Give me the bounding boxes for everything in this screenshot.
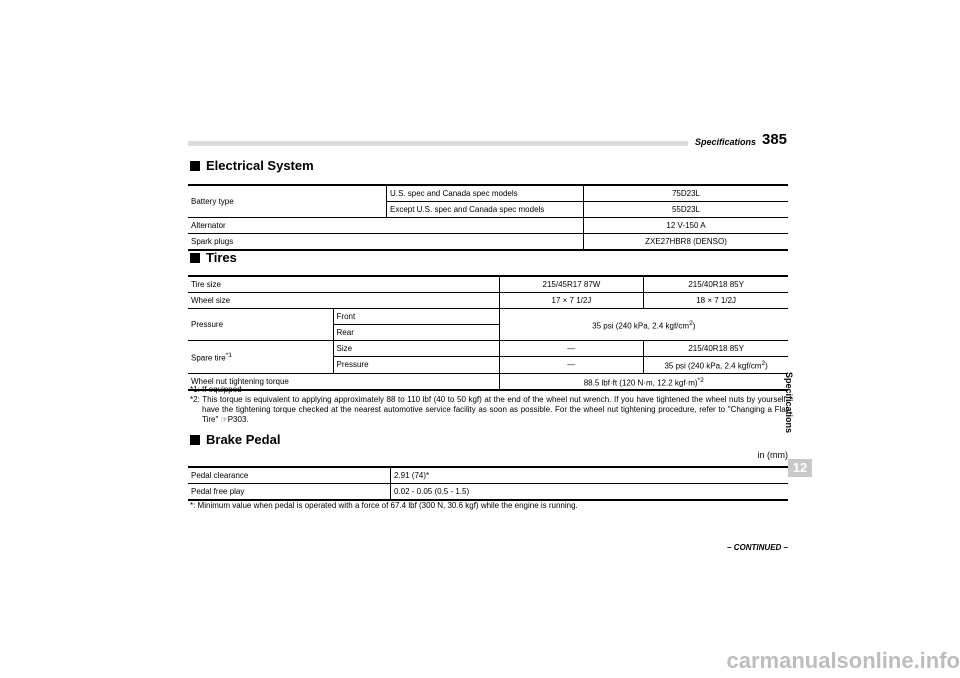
section-bullet-icon <box>190 161 200 171</box>
spare-pressure-b: 35 psi (240 kPa, 2.4 kgf/$cm^2$) <box>644 357 788 374</box>
front-label: Front <box>333 309 499 325</box>
electrical-section-title: Electrical System <box>190 158 314 173</box>
wheel-size-label: Wheel size <box>188 293 499 309</box>
alternator-value: 12 V-150 A <box>584 218 789 234</box>
side-tab-label: Specifications <box>784 372 794 434</box>
battery-model: U.S. spec and Canada spec models <box>387 185 584 202</box>
battery-model: Except U.S. spec and Canada spec models <box>387 202 584 218</box>
tire-size-a: 215/45R17 87W <box>499 276 644 293</box>
spare-size-b: 215/40R18 85Y <box>644 341 788 357</box>
pressure-value: 35 psi (240 kPa, 2.4 kgf/$cm^2$) <box>499 309 788 341</box>
brake-section-title: Brake Pedal <box>190 432 280 447</box>
section-bullet-icon <box>190 253 200 263</box>
tires-table <box>188 275 788 391</box>
wheel-size-a: 17 × 7 1/2J <box>499 293 644 309</box>
rear-label: Rear <box>333 325 499 341</box>
tire-size-label: Tire size <box>188 276 499 293</box>
header-title: Specifications <box>694 137 756 147</box>
spare-pressure-a: — <box>499 357 644 374</box>
pressure-label: Pressure <box>188 309 333 341</box>
tires-note-2: *2: This torque is equivalent to applying approximately 88 to 110 lbf (40 to 50 kgf) at the end of the wheel nut wrench. If you have tightened the wheel nuts by yourself, have the tightening torque checked at the nearest automotive service facility as soon as possible. For the wheel nut tightening procedure, refer to "Changing a Flat Tire" ☞P303. <box>190 395 788 424</box>
pedal-free-play-value: 0.02 - 0.05 (0.5 - 1.5) <box>391 484 789 501</box>
alternator-label: Alternator <box>188 218 584 234</box>
tires-note-1: *1: If equipped <box>190 385 242 394</box>
brake-unit: in (mm) <box>757 450 788 460</box>
pedal-clearance-value: 2.91 (74)* <box>391 467 789 484</box>
side-tab-number: 12 <box>788 459 812 477</box>
watermark: carmanualsonline.info <box>726 648 960 673</box>
battery-value: 75D23L <box>584 185 789 202</box>
header-bar <box>188 141 688 146</box>
continued-label: – CONTINUED – <box>727 543 788 552</box>
pedal-free-play-label: Pedal free play <box>188 484 391 501</box>
brake-table <box>188 466 788 501</box>
electrical-table <box>188 184 788 251</box>
spare-pressure-label: Pressure <box>333 357 499 374</box>
battery-type-label: Battery type <box>188 185 387 218</box>
spark-plugs-value: ZXE27HBR8 (DENSO) <box>584 234 789 251</box>
tires-section-title: Tires <box>190 250 237 265</box>
battery-value: 55D23L <box>584 202 789 218</box>
torque-label: Wheel nut tightening torque <box>188 373 499 390</box>
spare-size-a: — <box>499 341 644 357</box>
wheel-size-b: 18 × 7 1/2J <box>644 293 788 309</box>
brake-note: *: Minimum value when pedal is operated with a force of 67.4 lbf (300 N, 30.6 kgf) while the engine is running. <box>190 501 578 510</box>
tire-size-b: 215/40R18 85Y <box>644 276 788 293</box>
pedal-clearance-label: Pedal clearance <box>188 467 391 484</box>
section-bullet-icon <box>190 435 200 445</box>
torque-value: 88.5 lbf·ft (120 N·m, 12.2 kgf·m)$^{*2}$ <box>499 373 788 390</box>
spare-size-label: Size <box>333 341 499 357</box>
page-number: 385 <box>762 131 788 148</box>
spark-plugs-label: Spark plugs <box>188 234 584 251</box>
spare-tire-label: Spare tire$^{*1}$ <box>188 341 333 374</box>
